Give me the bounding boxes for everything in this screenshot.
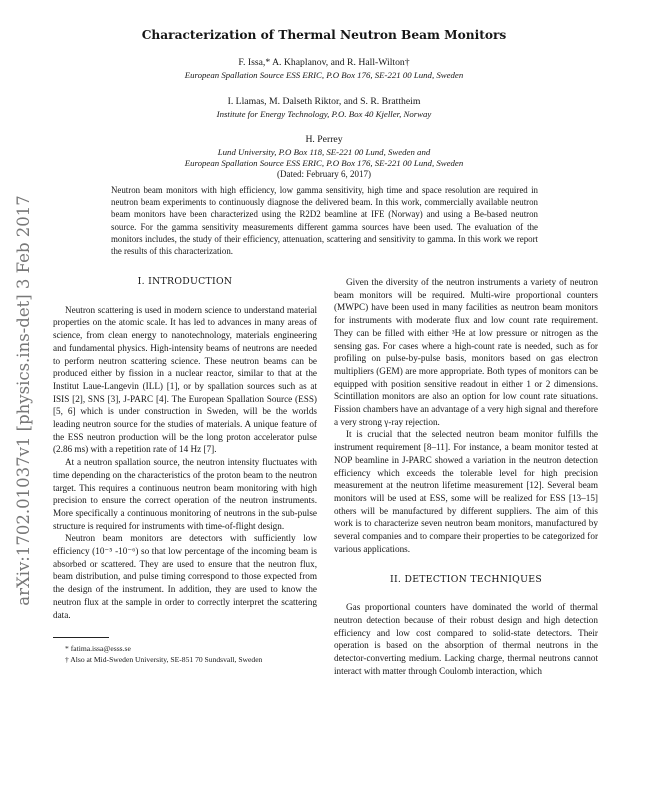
author-line: I. Llamas, M. Dalseth Riktor, and S. R. Brattheim — [227, 96, 421, 107]
paper-title: Characterization of Thermal Neutron Beam Monitors — [141, 28, 507, 42]
date-line: (Dated: February 6, 2017) — [277, 169, 371, 179]
body-paragraph: Neutron beam monitors are detectors with sufficiently low efficiency (10⁻⁵ -10⁻⁶) so that low percentage of the incoming beam is absorbed or scattered. They are used to ensure that the neutron flux, beam distribution, and pulse timing correspond to those expected from the design of the instrument. In addition, they are used to know the neutron flux at the sample in order to correctly interpret the scattering data. — [53, 533, 317, 620]
footnote: † Also at Mid-Sweden University, SE-851 70 Sundsvall, Sweden — [65, 654, 263, 664]
footnote: * fatima.issa@esss.se — [65, 644, 131, 654]
author-line: F. Issa,* A. Khaplanov, and R. Hall-Wilton† — [238, 57, 410, 68]
body-paragraph: It is crucial that the selected neutron beam monitor fulfills the instrument requirement [8–11]. For instance, a beam monitor tested at NOP beamline in J-PARC showed a variation in the neutron detection efficiency which exceeds the tolerable level for high precision measurement at the neutron lifetime measurement [12]. Several beam monitors will be used at ESS, some will be realized for ESS [13–15] others will be manufactured by different suppliers. The aim of this work is to characterize seven neutron beam monitors, manufactured by several companies and to compare their properties to be categorized for various applications. — [334, 429, 598, 554]
body-paragraph: Given the diversity of the neutron instruments a variety of neutron beam monitors will be required. Multi-wire proportional counters (MWPC) have been used in many facilities as neutron beam monitors for instruments with moderate flux and low count rate requirement. They can be filled with either ³He at low pressure or nitrogen as the sensing gas. For cases where a high-count rate is needed, such as for profiling on pulse-by-pulse basis, monitors based on gas electron multipliers (GEM) are more appropriate. Both types of monitors can be equipped with position sensitive readout in either 1 or 2 dimensions. Scintillation monitors are also an option for low count rate situations. Fission chambers have an advantage of a very high signal and therefore a very strong γ-ray rejection. — [334, 277, 598, 427]
section-heading: II. DETECTION TECHNIQUES — [389, 574, 542, 586]
arxiv-watermark: arXiv:1702.01037v1 [physics.ins-det] 3 Feb 2017 — [13, 194, 33, 606]
affiliation-line: Lund University, P.O Box 118, SE-221 00 Lund, Sweden and — [217, 147, 431, 157]
abstract: Neutron beam monitors with high efficiency, low gamma sensitivity, high time and space resolution are required in neutron beam experiments to continuously diagnose the delivered beam. In this work, commercially available neutron beam monitors have been characterized using the R2D2 beamline at IFE (Norway) and using a Be-based neutron source. For the gamma sensitivity measurements different gamma sources have been used. The evaluation of the monitors includes, the study of their efficiency, attenuation, scattering and sensitivity to gamma. In this work we report the results of this characterization. — [111, 185, 538, 257]
affiliation-line: European Spallation Source ESS ERIC, P.O Box 176, SE-221 00 Lund, Sweden — [184, 158, 464, 168]
affiliation-line: European Spallation Source ESS ERIC, P.O Box 176, SE-221 00 Lund, Sweden — [184, 70, 464, 80]
author-line: H. Perrey — [305, 134, 343, 145]
right-column — [334, 276, 598, 677]
footnote-rule — [53, 637, 109, 638]
left-column — [53, 276, 317, 665]
affiliation-line: Institute for Energy Technology, P.O. Box 40 Kjeller, Norway — [216, 109, 432, 119]
body-paragraph: Neutron scattering is used in modern science to understand material properties on the atomic scale. It has led to advances in many areas of science, from clean energy to nanotechnology, materials engineering and fundamental physics. High-intensity beams of neutrons are needed to perform neutron scattering science. These neutron beams can be produced either by fission in a nuclear reactor, similar to that at the Institut Laue-Langevin (ILL) [1], or by spallation sources such as at ISIS [2], SNS [3], J-PARC [4]. The European Spallation Source (ESS) [5, 6] which is under construction in Sweden, will be the worlds leading neutron source for the studies of materials. A unique feature of the ESS neutron production will be the long proton accelerator pulse (2.86 ms) with a repetition rate of 14 Hz [7]. — [53, 304, 317, 455]
body-paragraph: Gas proportional counters have dominated the world of thermal neutron detection because of their robust design and high detection efficiency and low cost compared to solid-state detectors. Their operation is based on the absorption of thermal neutrons in the detector-converting medium. Lacking charge, thermal neutrons cannot interact with matter through Coulomb interaction, which — [334, 602, 598, 676]
body-paragraph: At a neutron spallation source, the neutron intensity fluctuates with time depending on the characteristics of the proton beam to the neutron target. This requires a continuous neutron beam monitoring with high precision to ensure the correct operation of the neutron instruments. More specifically a continuous monitoring of neutrons in the sub-pulse structure is required for instruments with time-of-flight design. — [53, 457, 317, 531]
section-heading: I. INTRODUCTION — [137, 276, 233, 287]
